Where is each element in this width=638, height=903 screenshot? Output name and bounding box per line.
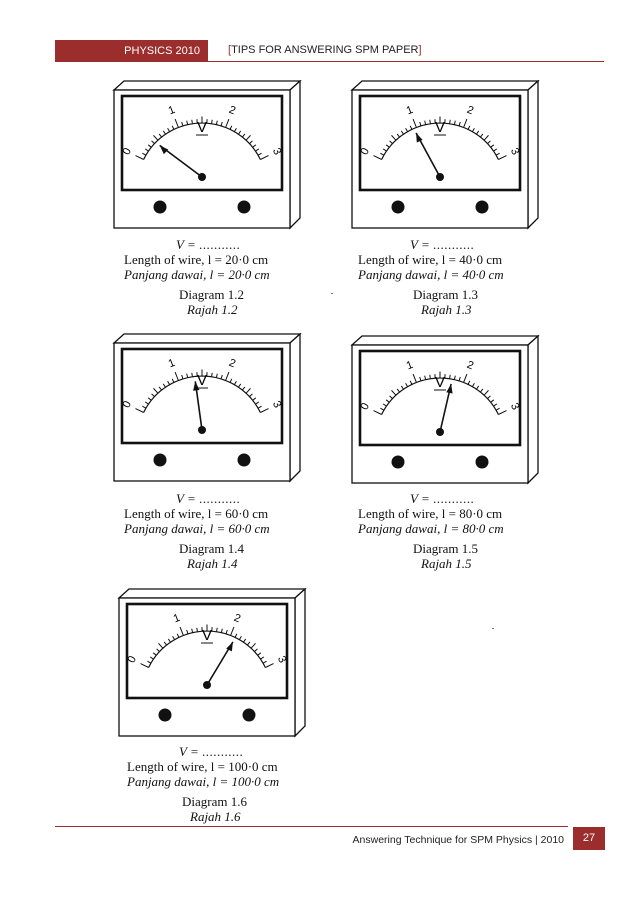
rajah-label: Rajah 1.6 [190, 809, 241, 824]
footer-text: Answering Technique for SPM Physics | 2010 [352, 834, 564, 846]
voltage-reading-line: V = ........... [179, 744, 244, 759]
pointer-pivot [436, 428, 444, 436]
length-english: Length of wire, l = 20·0 cm [124, 252, 269, 267]
length-english: Length of wire, l = 80·0 cm [358, 506, 503, 521]
scan-speck [331, 293, 333, 294]
meter-case-top [352, 336, 538, 345]
rajah-label: Rajah 1.2 [187, 302, 238, 317]
voltage-reading-line: V = ........... [176, 491, 241, 506]
scale-label: 0 [125, 654, 140, 665]
meter-case-side [290, 81, 300, 228]
caption-diagram-1-3 [358, 237, 504, 317]
scale-label: 3 [507, 146, 522, 157]
voltmeter-svg [350, 80, 540, 240]
rajah-label: Rajah 1.4 [187, 556, 238, 571]
scale-label: 3 [507, 401, 522, 412]
scale-label: 0 [358, 401, 373, 412]
voltmeter-diagram-1-2 [112, 80, 302, 240]
scan-speck [492, 628, 494, 629]
voltmeter-diagram-1-4 [112, 333, 302, 493]
pointer-pivot [436, 173, 444, 181]
unit-label: V [201, 627, 213, 644]
meter-case-top [352, 81, 538, 90]
unit-label: V [196, 119, 208, 136]
terminal-right [238, 454, 251, 467]
rajah-label: Rajah 1.3 [421, 302, 472, 317]
scale-label: 1 [404, 103, 415, 118]
caption-diagram-1-4 [124, 491, 270, 571]
footer-rule [55, 826, 568, 827]
page-number: 27 [573, 827, 605, 850]
meter-case-top [114, 81, 300, 90]
meter-case-top [114, 334, 300, 343]
meter-case-side [528, 336, 538, 483]
header-title: [TIPS FOR ANSWERING SPM PAPER] [228, 44, 422, 56]
terminal-right [243, 709, 256, 722]
pointer-pivot [198, 426, 206, 434]
scale-label: 2 [227, 356, 238, 371]
scale-tick [217, 628, 218, 632]
meter-case-top [119, 589, 305, 598]
meter-case-side [528, 81, 538, 228]
voltmeter-svg [117, 588, 307, 748]
terminal-right [476, 456, 489, 469]
voltage-reading-line: V = ........... [410, 491, 475, 506]
rajah-label: Rajah 1.5 [421, 556, 472, 571]
diagram-label: Diagram 1.4 [179, 541, 244, 556]
scale-label: 2 [465, 358, 476, 373]
scale-label: 1 [171, 611, 182, 626]
scale-label: 2 [227, 103, 238, 118]
length-malay: Panjang dawai, l = 40·0 cm [358, 267, 504, 282]
scale-label: 1 [166, 356, 177, 371]
voltmeter-svg [112, 333, 302, 493]
length-malay: Panjang dawai, l = 80·0 cm [358, 521, 504, 536]
terminal-left [154, 454, 167, 467]
terminal-left [159, 709, 172, 722]
voltmeter-svg [350, 335, 540, 495]
voltmeter-diagram-1-6 [117, 588, 307, 748]
length-malay: Panjang dawai, l = 60·0 cm [124, 521, 270, 536]
meter-case-side [295, 589, 305, 736]
scale-label: 0 [120, 146, 135, 157]
voltmeter-diagram-1-3 [350, 80, 540, 240]
voltage-reading-line: V = ........... [176, 237, 241, 252]
header-rule [208, 61, 604, 62]
diagram-label: Diagram 1.3 [413, 287, 478, 302]
caption-diagram-1-5 [358, 491, 504, 571]
scale-tick [192, 120, 193, 124]
diagram-label: Diagram 1.6 [182, 794, 247, 809]
terminal-left [392, 456, 405, 469]
scale-label: 1 [404, 358, 415, 373]
scale-tick [212, 373, 213, 377]
voltage-reading-line: V = ........... [410, 237, 475, 252]
unit-label: V [434, 119, 446, 136]
length-english: Length of wire, l = 100·0 cm [127, 759, 278, 774]
unit-label: V [196, 372, 208, 389]
diagram-label: Diagram 1.5 [413, 541, 478, 556]
meter-case-side [290, 334, 300, 481]
voltmeter-svg [112, 80, 302, 240]
length-english: Length of wire, l = 40·0 cm [358, 252, 503, 267]
terminal-right [238, 201, 251, 214]
caption-diagram-1-2 [124, 237, 270, 317]
scale-tick [450, 120, 451, 124]
scale-tick [430, 375, 431, 379]
scale-label: 2 [465, 103, 476, 118]
scale-label: 1 [166, 103, 177, 118]
terminal-right [476, 201, 489, 214]
length-malay: Panjang dawai, l = 20·0 cm [124, 267, 270, 282]
scale-label: 3 [269, 399, 284, 410]
caption-diagram-1-6 [127, 744, 279, 824]
pointer-pivot [198, 173, 206, 181]
scale-tick [450, 375, 451, 379]
diagram-label: Diagram 1.2 [179, 287, 244, 302]
scale-label: 0 [358, 146, 373, 157]
header-subject: PHYSICS 2010 [124, 45, 200, 57]
length-malay: Panjang dawai, l = 100·0 cm [127, 774, 280, 789]
scale-tick [430, 120, 431, 124]
scale-label: 3 [269, 146, 284, 157]
scale-tick [197, 628, 198, 632]
terminal-left [392, 201, 405, 214]
voltmeter-diagram-1-5 [350, 335, 540, 495]
scale-label: 0 [120, 399, 135, 410]
scale-tick [192, 373, 193, 377]
scale-tick [212, 120, 213, 124]
scale-label: 2 [232, 611, 243, 626]
pointer-pivot [203, 681, 211, 689]
length-english: Length of wire, l = 60·0 cm [124, 506, 269, 521]
terminal-left [154, 201, 167, 214]
unit-label: V [434, 374, 446, 391]
scale-label: 3 [274, 654, 289, 665]
